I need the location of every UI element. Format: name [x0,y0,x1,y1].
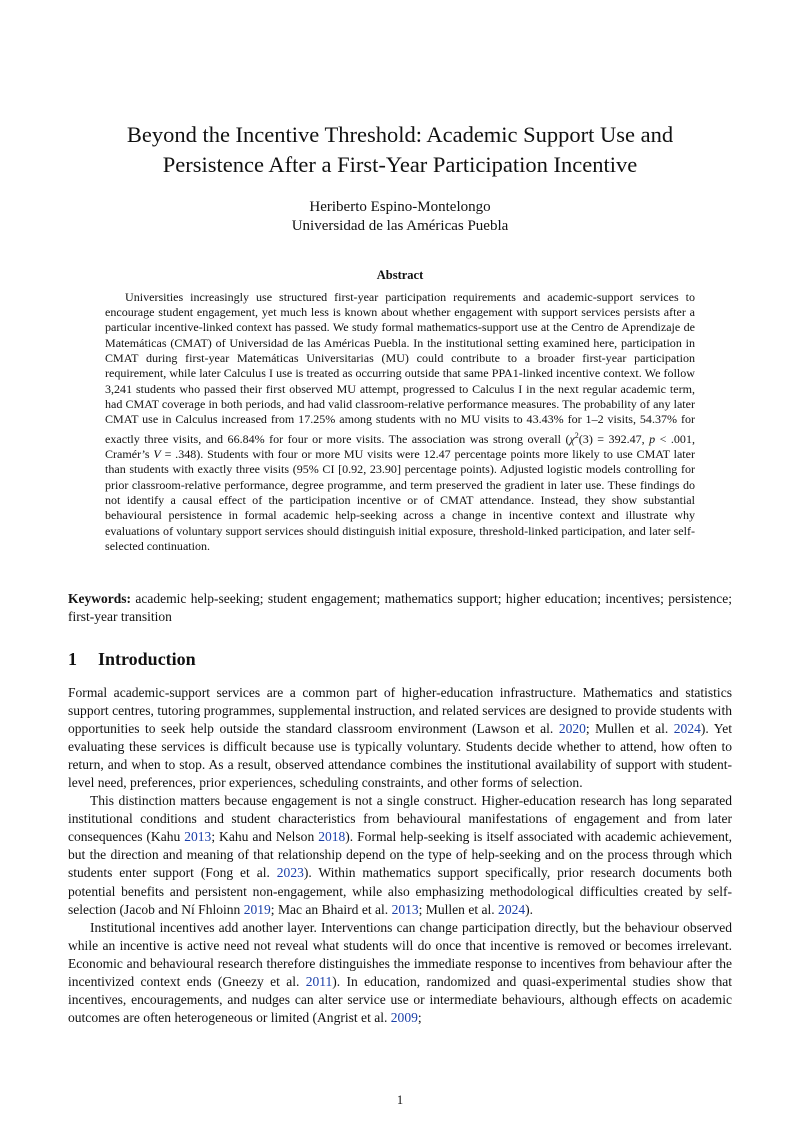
v-symbol: V [153,446,161,461]
text-run: This distinction matters because engagement is not a single construct. Higher-education research has long separated institutional conditions and student characteristics from behavioural manifestations of engagement and from later consequences (Kahu [68,793,732,845]
paper-title [60,120,740,180]
text-run: ). Within mathematics support specifically, prior research documents both potential benefits and persistent non-engagement, while also emphasizing methodological difficulties created by self-selection (Jacob and Ní Fhloinn [68,865,732,917]
citation-link[interactable]: 2009 [390,1009,418,1025]
citation-link[interactable]: 2018 [318,829,346,845]
text-run: ; Kahu and Nelson [211,829,319,845]
citation-link[interactable]: 2013 [184,829,212,845]
citation-link[interactable]: 2013 [391,901,419,917]
abstract-text [105,290,695,555]
citation-link[interactable]: 2024 [498,901,526,917]
text-run: Institutional incentives add another layer. Interventions can change participation directly, but the behaviour observed while an incentive is active need not reveal what students will do once that incentive is removed or becomes irrelevant. Economic and behavioural research therefore distinguishes the immediate response to incentives from behaviour after the incentivized context ends (Gneezy et al. [68,919,732,989]
abstract-part-3: = .348). Students with four or more MU visits were 12.47 percentage points more likely to use CMAT later than students with exactly three visits (95% CI [0.92, 23.90] percentage points). Adjusted logistic models controlling for prior classroom-relative performance, degree programme, and term preserved the gradient in later use. These findings do not identify a causal effect of the participation incentive or of CMAT attendance. Instead, they show substantial behavioural persistence in formal academic help-seeking across a change in incentive context and illustrate why evaluations of voluntary support services should distinguish initial exposure, threshold-linked participation, and later self-selected continuation. [105,446,695,554]
page-number: 1 [396,1093,404,1107]
text-run: ). In education, randomized and quasi-experimental studies show that incentives, encouragements, and nudges can alter service use or intermediate behaviours, although effects on academic outcomes are often heterogeneous or limited (Angrist et al. [68,973,732,1025]
author-affiliation: Universidad de las Américas Puebla [291,218,509,234]
author-block [60,198,740,236]
chi-symbol: χ [569,431,575,446]
keywords [68,590,732,626]
section-heading [68,649,196,670]
section-title: Introduction [98,649,196,669]
text-run: ; Mullen et al. [418,901,499,917]
abstract-part-2: < .001, Cramér’s [105,431,695,461]
text-run: ). [525,901,534,917]
title-line-2: Persistence After a First-Year Participation Incentive [162,152,638,177]
section-number: 1 [68,649,77,669]
text-run: ). Formal help-seeking is itself associated with academic achievement, but the direction and meaning of that relationship depend on the type of help-seeking and on the process through which students enter support (Fong et al. [68,829,732,881]
abstract-part-1: Universities increasingly use structured first-year participation requirements and academic-support services to encourage student engagement, yet much less is known about whether engagement with support services persists after a particular incentive-linked context has passed. We study formal mathematics-support use at the Centro de Aprendizaje de Matemáticas (CMAT) of Universidad de las Américas Puebla. In the institutional setting examined here, participation in CMAT during first-year Matemáticas Universitarias (MU) could contribute to a broader first-year participation requirement, while later Calculus I use is treated as occurring outside that same PPA1-linked incentive context. We follow 3,241 students who passed their first observed MU attempt, progressed to Calculus I in the next regular academic term, had CMAT coverage in both periods, and had valid classroom-relative performance measures. The probability of any later CMAT use in Calculus increased from 17.25% among students with no MU visits to 43.43% for 1–2 visits, 54.37% for exactly three visits, and 66.84% for four or more visits. The association was strong overall ( [105,289,695,446]
keywords-text: academic help-seeking; student engagement; mathematics support; higher education; incentives; persistence; first-year transition [68,591,733,624]
citation-link[interactable]: 2019 [243,901,271,917]
text-run: ). Yet evaluating these services is difficult because use is typically voluntary. Students decide whether to attend, how often to return, and when to stop. As a result, observed attendance combines the institutional availability of support with student-level need, preferences, prior experiences, scheduling constraints, and other forms of selection. [68,721,732,791]
p-symbol: p [649,431,656,446]
text-run: ; Mullen et al. [585,721,674,737]
paragraph-1 [68,684,732,792]
chi-df: (3) = 392.47, [578,431,645,446]
citation-link[interactable]: 2024 [673,721,701,737]
keywords-label: Keywords: [68,591,131,606]
citation-link[interactable]: 2011 [305,973,333,989]
body-text [68,684,732,1027]
text-run: Formal academic-support services are a common part of higher-education infrastructure. Mathematics and statistics support centres, tutoring programmes, supplemental instruction, and related services are designed to provide students with opportunities to seek help outside the standard classroom environment (Lawson et al. [68,685,732,737]
citation-link[interactable]: 2020 [558,721,586,737]
author-name: Heriberto Espino-Montelongo [309,199,491,215]
title-line-1: Beyond the Incentive Threshold: Academic Support Use and [126,122,674,147]
paragraph-2 [68,792,732,918]
paragraph-3 [68,919,732,1027]
text-run: ; [417,1009,422,1025]
abstract-heading: Abstract [376,268,424,282]
citation-link[interactable]: 2023 [276,865,304,881]
chi-exponent: 2 [574,430,579,440]
text-run: ; Mac an Bhaird et al. [270,901,392,917]
